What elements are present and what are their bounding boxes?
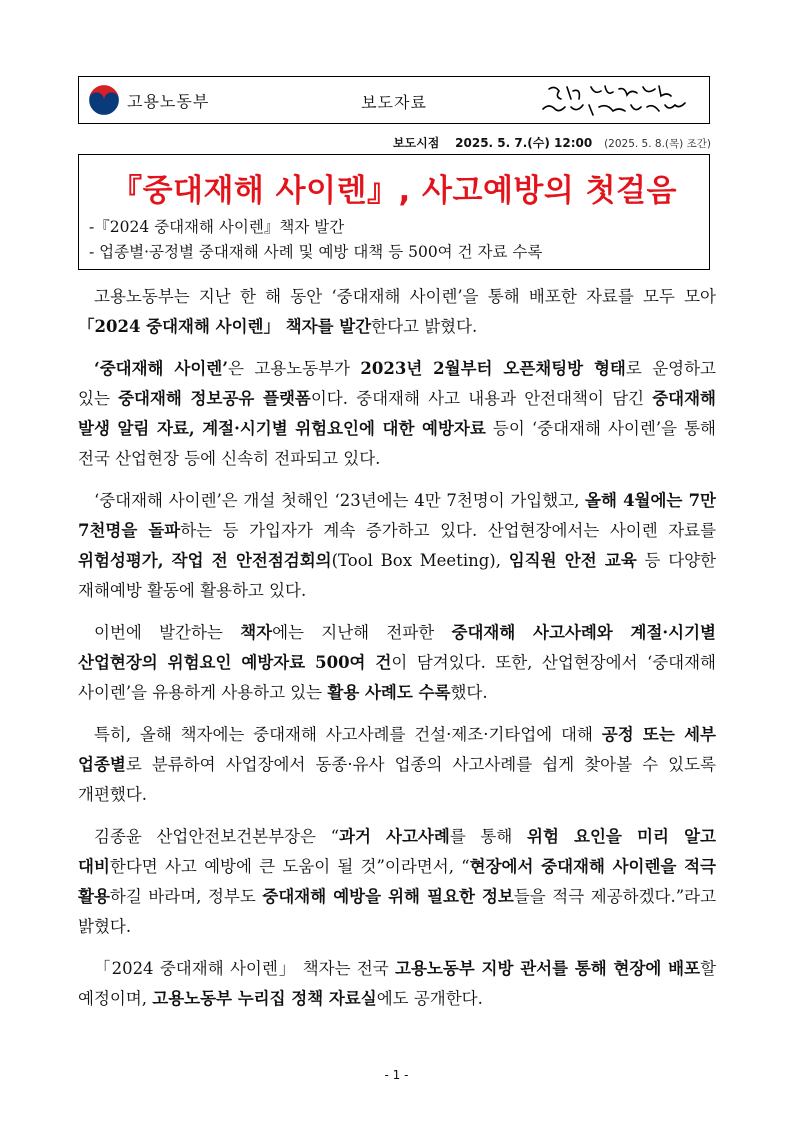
body-text: 할 예정이며, (78, 959, 717, 1008)
page-number: - 1 - (384, 1068, 409, 1082)
release-label: 보도시점 (392, 136, 440, 150)
body-text: 이번에 발간하는 (94, 623, 241, 642)
article-body (78, 282, 716, 1026)
release-datetime: 2025. 5. 7.(수) 12:00 (455, 136, 593, 150)
emphasis-text: 중대재해 정보공유 플랫폼 (118, 389, 311, 408)
emphasis-text: 과거 사고사례 (339, 827, 450, 846)
body-text: 이 담겨있다. 또한, 산업현장에서 ‘중대재해 사이렌’을 유용하게 사용하고 있는 (78, 653, 716, 702)
subtitle-list (89, 215, 542, 265)
title-box (78, 154, 710, 270)
release-note: (2025. 5. 8.(목) 조간) (604, 138, 711, 150)
emphasis-text: 현장에서 중대재해 사이렌을 적극 활용 (78, 857, 716, 906)
emphasis-text: 중대재해 발생 알림 자료, 계절·시기별 위험요인에 대한 예방자료 (78, 389, 716, 438)
release-info (393, 134, 711, 151)
body-text: 에도 공개한다. (376, 989, 483, 1008)
slogan-calligraphy-icon (529, 81, 699, 121)
body-text: 은 고용노동부가 (227, 359, 361, 378)
emphasis-text: 「2024 중대재해 사이렌」 책자를 발간 (78, 317, 372, 336)
body-text: 한다면 사고 예방에 큰 도움이 될 것”이라면서, “ (109, 857, 470, 876)
body-text: 한다고 밝혔다. (371, 317, 478, 336)
paragraph (78, 822, 716, 942)
paragraph (78, 282, 716, 342)
body-text: 「2024 중대재해 사이렌」 책자는 전국 (94, 959, 396, 978)
ministry-name: 고용노동부 (127, 91, 210, 111)
body-text: ‘중대재해 사이렌’은 개설 첫해인 ‘23년에는 4만 7천명이 가입했고, (94, 491, 586, 510)
emphasis-text: 올해 4월에는 7만 7천명을 돌파 (78, 491, 716, 540)
body-text: 로 운영하고 있는 (78, 359, 716, 408)
paragraph (78, 354, 716, 474)
emphasis-text: 임직원 안전 교육 (508, 551, 637, 570)
body-text: 고용노동부는 지난 한 해 동안 ‘중대재해 사이렌’을 통해 배포한 자료를 모두 모아 (94, 287, 716, 306)
body-text: 들을 적극 제공하겠다.”라고 밝혔다. (78, 887, 717, 936)
doc-type: 보도자료 (361, 93, 427, 112)
paragraph (78, 486, 716, 606)
body-text: 에는 지난해 전파한 (272, 623, 452, 642)
subtitle-1: -『2024 중대재해 사이렌』책자 발간 (89, 218, 345, 236)
emphasis-text: 2023년 2월부터 오픈채팅방 형태 (360, 359, 626, 378)
paragraph (78, 720, 716, 810)
page-title: 『중대재해 사이렌』, 사고예방의 첫걸음 (111, 173, 677, 209)
emphasis-text: 위험성평가, 작업 전 안전점검회의 (78, 551, 332, 570)
emphasis-text: 공정 또는 세부 업종별 (78, 725, 716, 774)
header-box (78, 76, 710, 124)
subtitle-2: - 업종별·공정별 중대재해 사례 및 예방 대책 등 500여 건 자료 수록 (89, 243, 543, 261)
emphasis-text: 중대재해 사고사례와 계절·시기별 산업현장의 위험요인 예방자료 500여 건 (78, 623, 716, 672)
emphasis-text: 중대재해 예방을 위해 필요한 정보 (262, 887, 514, 906)
emphasis-text: 위험 요인을 미리 알고 대비 (78, 827, 716, 876)
body-text: 등 다양한 재해예방 활동에 활용하고 있다. (78, 551, 717, 600)
body-text: 하길 바라며, 정부도 (109, 887, 263, 906)
body-text: 이다. 중대재해 사고 내용과 안전대책이 담긴 (310, 389, 653, 408)
body-text: 로 분류하여 사업장에서 동종·유사 업종의 사고사례를 쉽게 찾아볼 수 있도록 개편했다. (78, 755, 716, 804)
body-text: 했다. (450, 683, 488, 702)
body-text: 특히, 올해 책자에는 중대재해 사고사례를 건설·제조·기타업에 대해 (94, 725, 602, 744)
emphasis-text: 활용 사례도 수록 (327, 683, 451, 702)
emphasis-text: 책자 (240, 623, 273, 642)
emphasis-text: 고용노동부 지방 관서를 통해 현장에 배포 (395, 959, 701, 978)
emphasis-text: 고용노동부 누리집 정책 자료실 (152, 989, 377, 1008)
body-text: 하는 등 가입자가 계속 증가하고 있다. 산업현장에서는 사이렌 자료를 (180, 521, 717, 540)
paragraph (78, 954, 716, 1014)
body-text: (Tool Box Meeting), (331, 551, 509, 570)
paragraph (78, 618, 716, 708)
emphasis-text: ‘중대재해 사이렌’ (94, 359, 228, 378)
body-text: 등이 ‘중대재해 사이렌’을 통해 전국 산업현장 등에 신속히 전파되고 있다. (78, 419, 716, 468)
body-text: 를 통해 (449, 827, 527, 846)
body-text: 김종윤 산업안전보건본부장은 “ (94, 827, 339, 846)
